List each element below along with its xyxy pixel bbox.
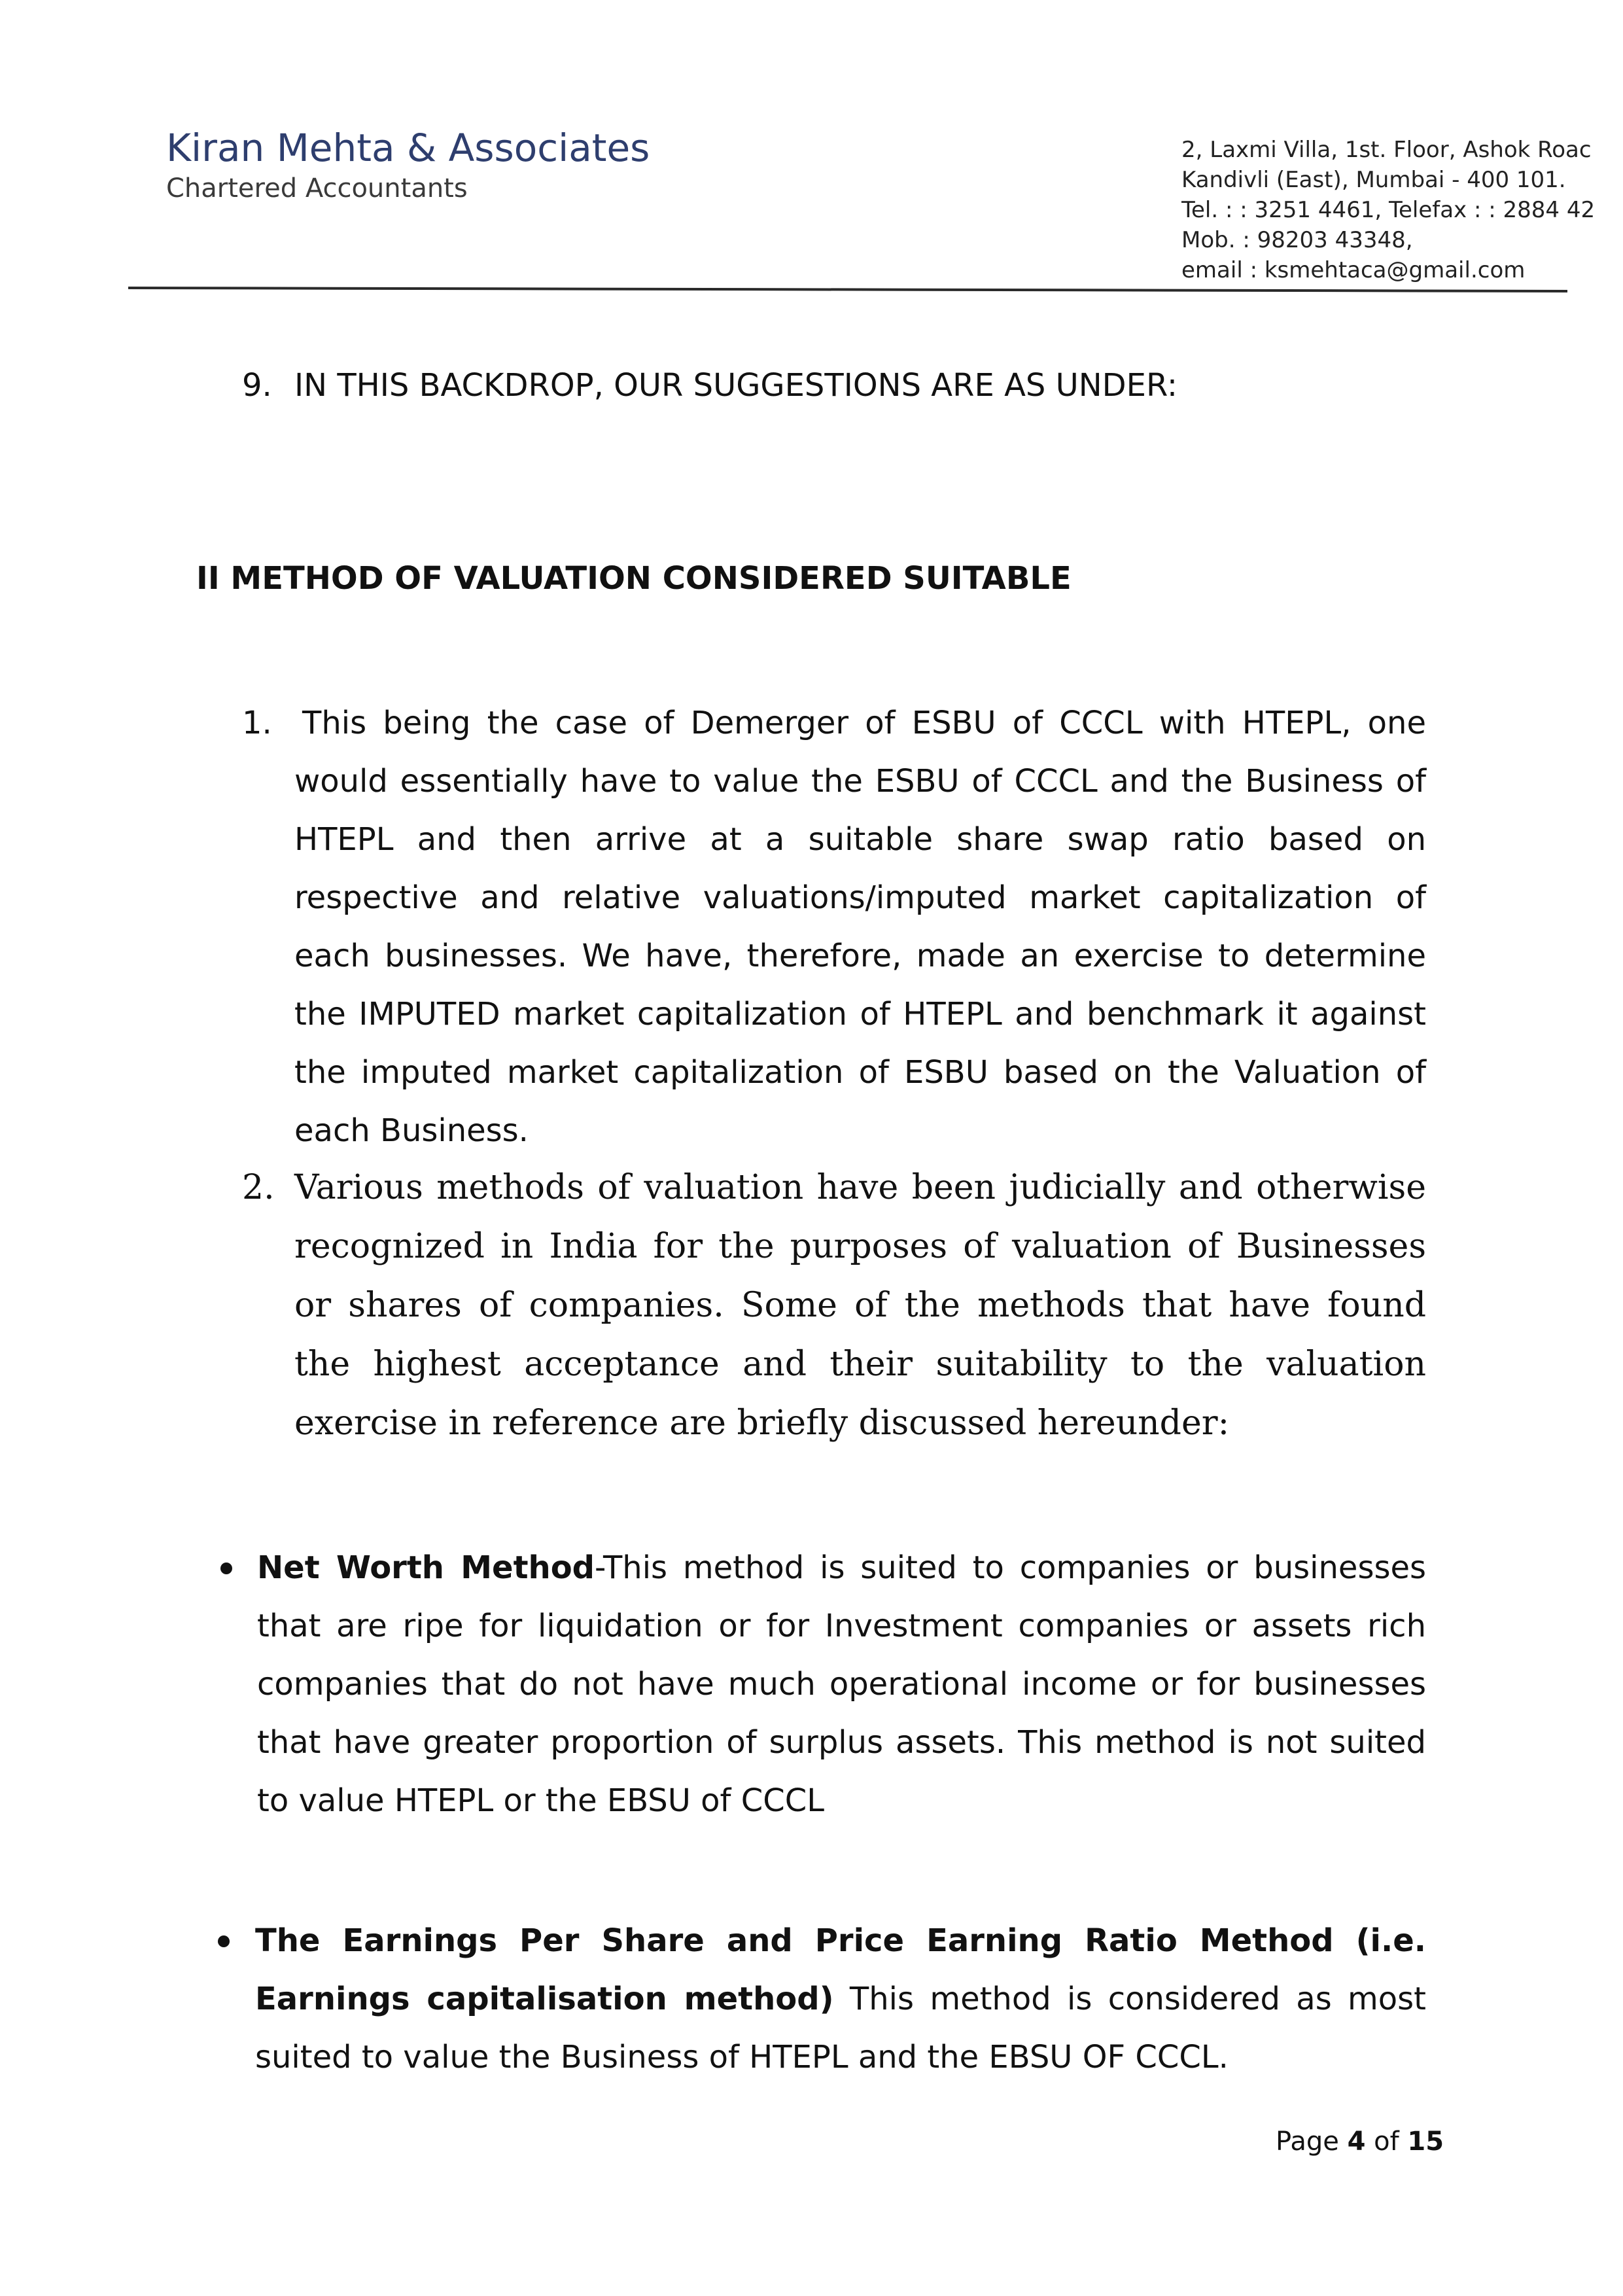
address-line: Mob. : 98203 43348, xyxy=(1181,227,1413,253)
address-line: email : ksmehtaca@gmail.com xyxy=(1181,257,1526,283)
address-line: 2, Laxmi Villa, 1st. Floor, Ashok Roac xyxy=(1181,137,1592,163)
letterhead-address xyxy=(1181,135,1623,285)
bullet-title: Net Worth Method xyxy=(257,1549,595,1586)
firm-name: Kiran Mehta & Associates xyxy=(166,126,650,170)
page-current: 4 xyxy=(1347,2127,1366,2157)
bullet-item-earnings xyxy=(255,1912,1426,2087)
item-1-number: 1. xyxy=(242,705,272,741)
bullet-text: This method is considered as most suited to value the Business of HTEPL and the EBSU OF CCCL. xyxy=(255,1981,1426,2075)
address-line: Tel. : : 3251 4461, Telefax : : 2884 42 xyxy=(1181,197,1596,223)
firm-subtitle: Chartered Accountants xyxy=(166,173,468,203)
address-line: Kandivli (East), Mumbai - 400 101. xyxy=(1181,167,1566,193)
section-9-number: 9. xyxy=(242,367,272,404)
page-total: 15 xyxy=(1407,2127,1444,2157)
bullet-title: The Earnings Per Share and Price Earning Ratio Method (i.e. Earnings capitalisation method) xyxy=(255,1922,1426,2017)
item-2-text: Various methods of valuation have been judicially and otherwise recognized in India for the purposes of valuation of Businesses or shares of companies. Some of the methods that have found the highest acceptance and their suitability to the valuation exercise in reference are briefly discussed hereunder: xyxy=(294,1168,1426,1443)
item-2-number: 2. xyxy=(242,1168,275,1207)
of-word: of xyxy=(1365,2127,1408,2157)
page-word: Page xyxy=(1276,2127,1348,2157)
bullet-icon xyxy=(220,1563,232,1574)
section-heading: II METHOD OF VALUATION CONSIDERED SUITABLE xyxy=(196,560,1072,597)
letterhead-firm xyxy=(166,124,650,205)
bullet-item-net-worth xyxy=(257,1539,1426,1830)
section-9-text: IN THIS BACKDROP, OUR SUGGESTIONS ARE AS UNDER: xyxy=(294,367,1178,404)
bullet-text: -This method is suited to companies or businesses that are ripe for liquidation or for Investment companies or assets rich companies that do not have much operational income or for businesses that have greater proportion of surplus assets. This method is not suited to value HTEPL or the EBSU of CCCL xyxy=(257,1549,1426,1819)
item-1-text: This being the case of Demerger of ESBU of CCCL with HTEPL, one would essentially have to value the ESBU of CCCL and the Business of HTEPL and then arrive at a suitable share swap ratio based on respective and relative valuations/imputed market capitalization of each businesses. We have, therefore, made an exercise to determine the IMPUTED market capitalization of HTEPL and benchmark it against the imputed market capitalization of ESBU based on the Valuation of each Business. xyxy=(294,705,1426,1149)
page-number xyxy=(1276,2127,1444,2157)
bullet-icon xyxy=(218,1935,230,1947)
header-divider xyxy=(128,287,1567,292)
